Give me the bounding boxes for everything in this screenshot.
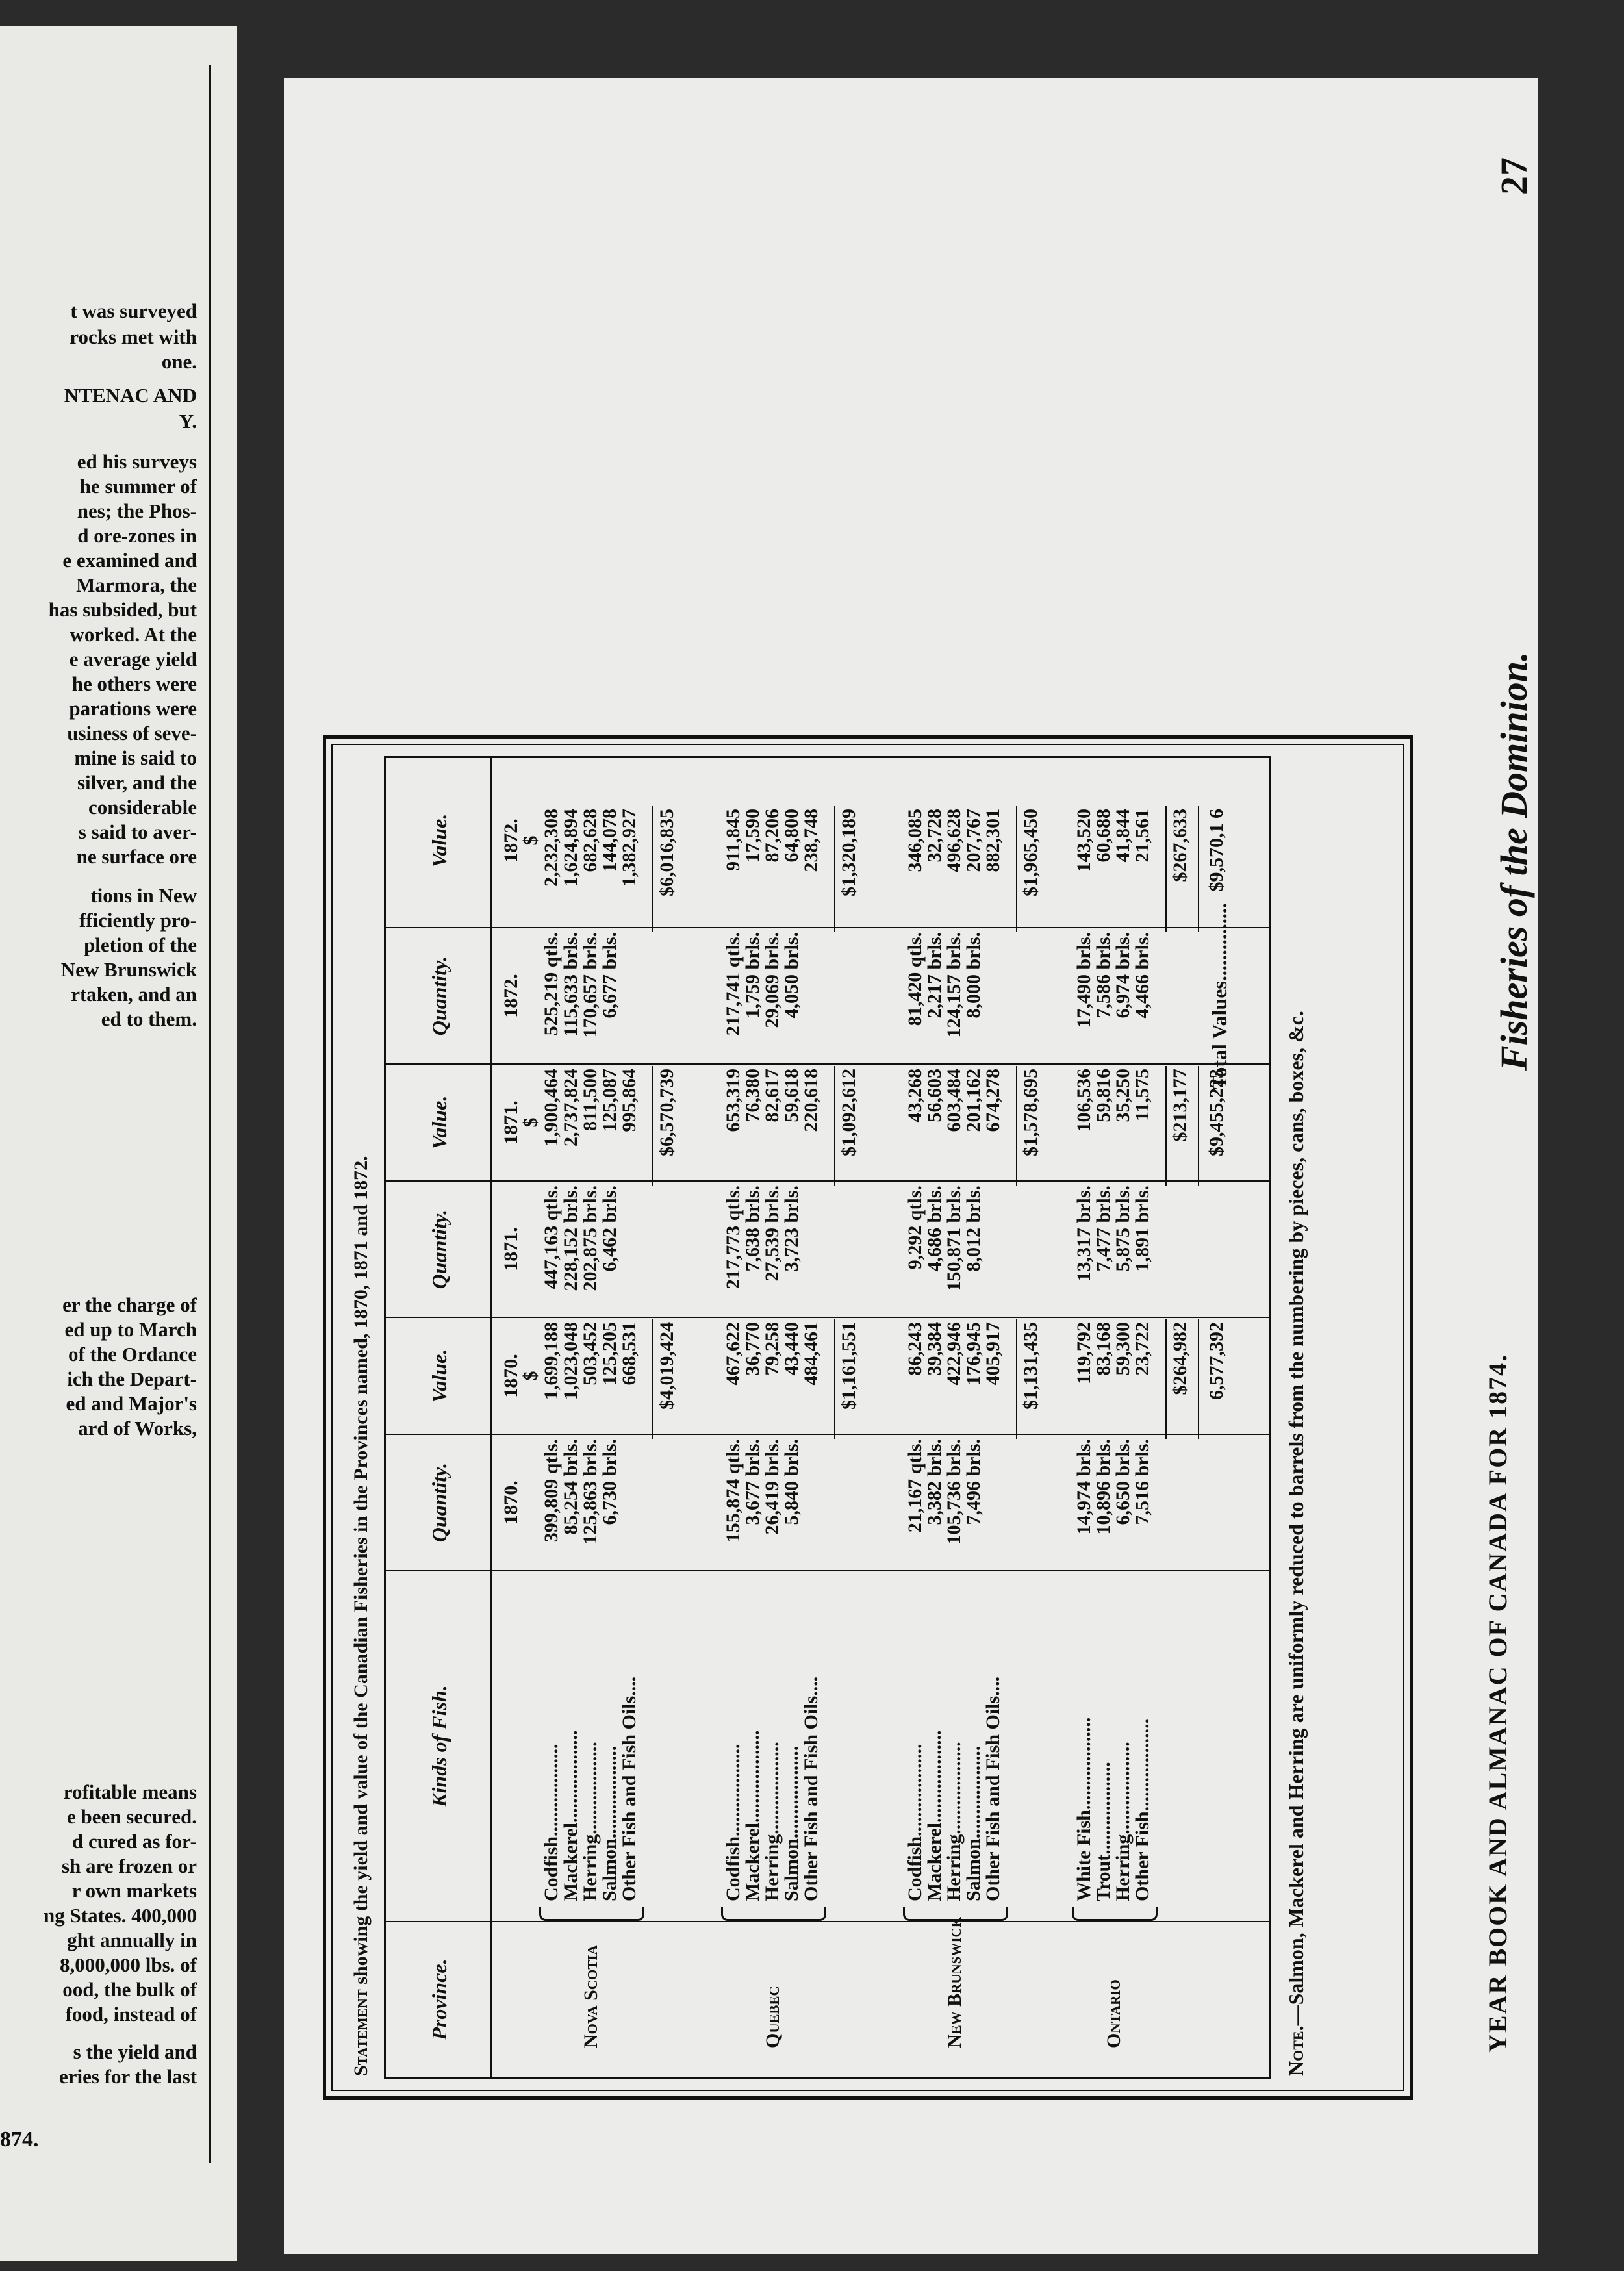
cell-v1870: 467,622 <box>722 1322 744 1386</box>
subtotal-1871: $6,570,739 <box>656 1069 678 1156</box>
cell-q1872 <box>620 932 639 1062</box>
quantity-1872-header: Quantity. <box>427 956 451 1036</box>
year-1870-quantity: 1870. <box>500 1480 522 1525</box>
column-values-q1872 <box>1074 932 1152 1062</box>
value-1872-header: Value. <box>427 813 451 868</box>
cell-q1871: 6,462 brls. <box>599 1186 620 1272</box>
subtotal-rule <box>834 1066 835 1186</box>
column-values-v1871 <box>542 1069 639 1179</box>
quantity-1871-header: Quantity. <box>427 1209 451 1289</box>
facing-page-line: rocks met with <box>70 325 197 348</box>
subtotal-rule <box>1165 1066 1167 1186</box>
province-name: New Brunswick <box>944 1916 965 2048</box>
cell-v1871: 1,900,464 <box>540 1069 562 1147</box>
cell-q1871: 150,871 brls. <box>943 1186 965 1291</box>
cell-v1871: 82,617 <box>761 1069 783 1123</box>
subtotal-rule <box>652 1066 653 1186</box>
cell-v1872: 911,845 <box>722 809 744 871</box>
cell-v1870: 176,945 <box>963 1322 984 1386</box>
province-column <box>386 1921 1269 2077</box>
table-note <box>1284 1011 1308 2076</box>
cell-q1872 <box>802 932 821 1062</box>
page-heading: Fisheries of the Dominion. <box>1493 652 1535 1071</box>
column-values-q1870 <box>906 1439 1003 1569</box>
grand-total-1872: $9,570,1 6 <box>1206 809 1227 892</box>
cell-q1870 <box>802 1439 821 1569</box>
cell-v1871: 35,250 <box>1112 1069 1134 1123</box>
cell-q1872: 8,000 brls. <box>963 932 984 1019</box>
facing-page-line: r own markets <box>71 1879 197 1902</box>
facing-page-line: 8,000,000 lbs. of <box>60 1953 197 1976</box>
facing-page-line: sh are frozen or <box>61 1855 197 1877</box>
subtotal-1871: $213,177 <box>1169 1069 1191 1142</box>
facing-page-line: e examined and <box>62 549 197 572</box>
facing-page-line: ed to them. <box>101 1008 197 1030</box>
facing-page-line: ed up to March <box>64 1318 197 1341</box>
facing-page-line: ne surface ore <box>76 845 197 868</box>
cell-v1871: 653,319 <box>722 1069 744 1132</box>
fish-kind-list <box>542 1577 639 1901</box>
cell-q1872: 4,050 brls. <box>781 932 802 1019</box>
cell-q1872: 124,157 brls. <box>943 932 965 1038</box>
cell-v1872: 143,520 <box>1073 809 1095 872</box>
column-values-q1871 <box>542 1186 639 1315</box>
subtotal-rule <box>652 806 653 932</box>
cell-v1871: 674,278 <box>982 1069 1004 1132</box>
cell-v1871: 11,575 <box>1132 1069 1153 1121</box>
facing-page-line: mine is said to <box>74 746 197 769</box>
fish-kind: Salmon................... <box>963 1745 984 1901</box>
year-1871-value: 1871. <box>500 1100 522 1145</box>
facing-page-line: s said to aver- <box>78 820 197 843</box>
grand-total-rule <box>1198 806 1199 932</box>
note-text: —Salmon, Mackerel and Herring are uniformly reduced to barrels from the numbering by pieces, cans, boxes, &c. <box>1284 1011 1308 2026</box>
statement-frame <box>323 735 1413 2100</box>
fish-kind: Herring................... <box>943 1742 965 1901</box>
cell-v1872: 64,800 <box>781 809 802 863</box>
column-values-v1872 <box>1074 809 1152 926</box>
fish-kind: Other Fish................... <box>1132 1718 1153 1901</box>
cell-q1870: 105,736 brls. <box>943 1439 965 1545</box>
subtotal-rule <box>1016 806 1017 932</box>
total-values-label: Total Values............... <box>1208 903 1231 1089</box>
cell-v1871: 220,618 <box>800 1069 822 1132</box>
fish-kind-list <box>724 1577 821 1901</box>
cell-q1872: 17,490 brls. <box>1073 932 1095 1028</box>
year-1872-value: 1872. <box>500 818 522 863</box>
facing-page-line: ood, the bulk of <box>62 1978 197 2001</box>
facing-page-line: Marmora, the <box>76 574 197 596</box>
subtotal-1870: $4,019,424 <box>656 1322 678 1410</box>
column-values-q1871 <box>906 1186 1003 1315</box>
fish-kind-list <box>1074 1577 1152 1901</box>
subtotal-1872: $1,320,189 <box>838 809 859 896</box>
facing-page-line: he others were <box>71 672 197 695</box>
value-1871-header: Value. <box>427 1095 451 1150</box>
cell-q1872: 170,657 brls. <box>579 932 601 1038</box>
facing-page-line: ght annually in <box>67 1929 197 1951</box>
facing-page-line: ed and Major's <box>66 1392 197 1415</box>
facing-page-line: e average yield <box>69 648 197 670</box>
cell-v1871: 43,268 <box>904 1069 926 1123</box>
cell-q1872: 6,677 brls. <box>599 932 620 1019</box>
facing-page-line: NTENAC AND <box>64 384 197 407</box>
column-values-v1872 <box>724 809 821 926</box>
column-values-v1872 <box>542 809 639 926</box>
facing-page-line: ng States. 400,000 <box>44 1904 197 1927</box>
cell-q1871: 202,875 brls. <box>579 1186 601 1291</box>
facing-page-line: ard of Works, <box>78 1417 197 1440</box>
column-values-v1872 <box>906 809 1003 926</box>
fish-kind: Other Fish and Fish Oils.... <box>982 1676 1004 1901</box>
subtotal-1870: $1,161,551 <box>838 1322 859 1410</box>
cell-q1871: 13,317 brls. <box>1073 1186 1095 1282</box>
cell-q1870: 3,677 brls. <box>742 1439 763 1525</box>
cell-q1870 <box>983 1439 1003 1569</box>
facing-page-line: has subsided, but <box>48 598 197 621</box>
cell-q1871: 1,891 brls. <box>1132 1186 1153 1272</box>
facing-page-line: silver, and the <box>77 771 197 794</box>
column-values-q1870 <box>1074 1439 1152 1569</box>
cell-v1871: 106,536 <box>1073 1069 1095 1132</box>
cell-q1871: 8,012 brls. <box>963 1186 984 1272</box>
cell-q1872: 6,974 brls. <box>1112 932 1134 1019</box>
province-name: Quebec <box>762 1986 783 2048</box>
cell-v1870: 43,440 <box>781 1322 802 1376</box>
cell-q1870: 85,254 brls. <box>560 1439 581 1535</box>
caption-lead: Statement <box>350 1989 372 2076</box>
facing-page-line: considerable <box>88 796 197 818</box>
subtotal-1872: $6,016,835 <box>656 809 678 896</box>
cell-v1872: 2,232,308 <box>540 809 562 887</box>
column-values-v1871 <box>1074 1069 1152 1179</box>
cell-q1870: 5,840 brls. <box>781 1439 802 1525</box>
cell-v1871: 603,484 <box>943 1069 965 1132</box>
cell-q1871 <box>983 1186 1003 1315</box>
facing-page-line: Y. <box>179 410 197 433</box>
facing-page-line: ed his surveys <box>77 450 197 473</box>
subtotal-rule <box>1165 806 1167 932</box>
facing-page-line: one. <box>161 350 197 373</box>
facing-page-line: e been secured. <box>66 1805 197 1828</box>
cell-q1872: 81,420 qtls. <box>904 932 926 1026</box>
fish-kind: Codfish................... <box>904 1744 926 1901</box>
cell-v1872: 882,301 <box>982 809 1004 872</box>
grand-total-rule <box>1198 1066 1199 1186</box>
cell-v1872: 32,728 <box>924 809 945 863</box>
province-brace <box>721 1907 826 1921</box>
cell-v1870: 23,722 <box>1132 1322 1153 1376</box>
province-name: Nova Scotia <box>580 1945 602 2048</box>
cell-q1871: 9,292 qtls. <box>904 1186 926 1270</box>
cell-q1872: 7,586 brls. <box>1093 932 1114 1019</box>
fish-kind: Herring................... <box>579 1742 601 1901</box>
facing-page-footer: 874. <box>0 2127 39 2151</box>
year-1872-quantity: 1872. <box>500 974 522 1018</box>
cell-q1871 <box>802 1186 821 1315</box>
cell-v1870: 1,023,048 <box>560 1322 581 1400</box>
fish-kind: Other Fish and Fish Oils.... <box>800 1676 822 1901</box>
facing-page-line: rofitable means <box>63 1781 197 1803</box>
cell-q1871: 7,477 brls. <box>1093 1186 1114 1272</box>
dollar-sign-1872: $ <box>520 835 541 846</box>
cell-v1871: 2,737,824 <box>560 1069 581 1147</box>
subtotal-rule <box>1016 1066 1017 1186</box>
fish-kind: Herring................... <box>761 1742 783 1901</box>
column-values-q1870 <box>724 1439 821 1569</box>
cell-v1870: 36,770 <box>742 1322 763 1376</box>
column-values-v1870 <box>906 1322 1003 1432</box>
cell-v1870: 119,792 <box>1073 1322 1095 1384</box>
cell-q1870: 7,496 brls. <box>963 1439 984 1525</box>
cell-q1871: 4,686 brls. <box>924 1186 945 1272</box>
column-values-q1872 <box>542 932 639 1062</box>
cell-q1870: 125,863 brls. <box>579 1439 601 1545</box>
column-values-v1870 <box>724 1322 821 1432</box>
facing-page-line: fficiently pro- <box>79 909 197 932</box>
subtotal-1870: $1,131,435 <box>1020 1322 1041 1410</box>
subtotal-1871: $1,578,695 <box>1020 1069 1041 1156</box>
cell-q1870: 26,419 brls. <box>761 1439 783 1535</box>
facing-page-line: worked. At the <box>70 623 197 646</box>
column-values-v1870 <box>1074 1322 1152 1432</box>
cell-q1870: 3,382 brls. <box>924 1439 945 1525</box>
facing-page-rule <box>209 65 211 2163</box>
cell-q1872: 29,069 brls. <box>761 932 783 1028</box>
fish-kind: Mackerel................... <box>742 1730 763 1901</box>
cell-q1870: 6,650 brls. <box>1112 1439 1134 1525</box>
column-values-q1870 <box>542 1439 639 1569</box>
cell-v1871: 995,864 <box>618 1069 640 1132</box>
cell-q1872: 2,217 brls. <box>924 932 945 1019</box>
cell-v1872: 207,767 <box>963 809 984 872</box>
facing-page-line: tions in New <box>90 884 197 907</box>
running-footer <box>1482 78 1538 2248</box>
cell-v1872: 144,078 <box>599 809 620 872</box>
cell-v1871: 76,380 <box>742 1069 763 1123</box>
facing-page-line: eries for the last <box>58 2065 197 2088</box>
cell-v1870: 503,452 <box>579 1322 601 1386</box>
cell-q1871: 27,539 brls. <box>761 1186 783 1282</box>
cell-v1872: 1,624,894 <box>560 809 581 887</box>
fish-kind: Salmon................... <box>599 1745 620 1901</box>
fish-kind: Herring................... <box>1112 1742 1134 1901</box>
cell-q1870: 21,167 qtls. <box>904 1439 926 1533</box>
cell-v1871: 811,500 <box>579 1069 601 1131</box>
cell-q1872 <box>983 932 1003 1062</box>
cell-v1871: 56,603 <box>924 1069 945 1123</box>
facing-page-line: ich the Depart- <box>67 1367 197 1390</box>
cell-v1872: 17,590 <box>742 809 763 863</box>
fish-kind: Mackerel................... <box>924 1730 945 1901</box>
subtotal-1872: $267,633 <box>1169 809 1191 882</box>
fish-kind: Trout................... <box>1093 1762 1114 1901</box>
facing-page-line: pletion of the <box>84 933 197 956</box>
note-lead: Note. <box>1284 2025 1308 2076</box>
cell-q1871: 228,152 brls. <box>560 1186 581 1291</box>
column-values-q1871 <box>724 1186 821 1315</box>
cell-q1871: 447,163 qtls. <box>540 1186 562 1289</box>
year-1870-value: 1870. <box>500 1354 522 1398</box>
facing-page-line: rtaken, and an <box>71 983 197 1006</box>
cell-v1871: 125,087 <box>599 1069 620 1132</box>
cell-q1872: 4,466 brls. <box>1132 932 1153 1019</box>
column-values-v1871 <box>906 1069 1003 1179</box>
facing-page-line: usiness of seve- <box>67 722 197 744</box>
province-brace <box>539 1907 644 1921</box>
cell-v1872: 346,085 <box>904 809 926 872</box>
cell-q1871 <box>620 1186 639 1315</box>
subtotal-rule <box>1165 1319 1167 1439</box>
grand-total-1870: 6,577,392 <box>1206 1322 1227 1400</box>
cell-v1872: 41,844 <box>1112 809 1134 863</box>
page <box>284 78 1538 2254</box>
caption-text: showing the yield and value of the Canadian Fisheries in the Provinces named, 1870, 1871 and 1872. <box>350 1156 372 1985</box>
cell-v1872: 60,688 <box>1093 809 1114 863</box>
fish-kind: Codfish................... <box>540 1744 562 1901</box>
grand-total-1871: $9,455,223 <box>1206 1069 1227 1156</box>
quantity-1870-header: Quantity. <box>427 1462 451 1543</box>
fish-kind: Mackerel................... <box>560 1730 581 1901</box>
column-values-q1872 <box>724 932 821 1062</box>
cell-q1870: 7,516 brls. <box>1132 1439 1153 1525</box>
fish-kind: White Fish................... <box>1073 1717 1095 1901</box>
subtotal-rule <box>652 1319 653 1439</box>
fish-kind-list <box>906 1577 1003 1901</box>
cell-v1872: 682,628 <box>579 809 601 872</box>
facing-page-line: d cured as for- <box>71 1830 197 1853</box>
cell-v1870: 39,384 <box>924 1322 945 1376</box>
cell-q1871: 7,638 brls. <box>742 1186 763 1272</box>
province-brace <box>1072 1907 1158 1921</box>
cell-q1870 <box>620 1439 639 1569</box>
cell-v1871: 201,162 <box>963 1069 984 1132</box>
province-name: Ontario <box>1103 1979 1124 2048</box>
cell-v1872: 1,382,927 <box>618 809 640 887</box>
cell-v1870: 422,946 <box>943 1322 965 1386</box>
kinds-header: Kinds of Fish. <box>427 1685 451 1807</box>
fish-kind: Codfish................... <box>722 1744 744 1901</box>
subtotal-1872: $1,965,450 <box>1020 809 1041 896</box>
page-number: 27 <box>1493 157 1535 195</box>
facing-page-line: s the yield and <box>73 2040 197 2063</box>
cell-v1872: 496,628 <box>943 809 965 872</box>
subtotal-rule <box>834 806 835 932</box>
cell-v1871: 59,618 <box>781 1069 802 1123</box>
facing-page-line: of the Ordance <box>68 1343 197 1365</box>
running-footer-text: YEAR BOOK AND ALMANAC OF CANADA FOR 1874. <box>1483 1353 1512 2053</box>
dollar-sign-1870: $ <box>520 1371 541 1381</box>
grand-total-rule <box>1198 1319 1199 1439</box>
facing-page-line: he summer of <box>79 475 197 498</box>
cell-v1870: 83,168 <box>1093 1322 1114 1376</box>
column-values-v1871 <box>724 1069 821 1179</box>
facing-page-line: d ore-zones in <box>77 524 197 547</box>
facing-page-line: parations were <box>69 697 197 720</box>
cell-q1872: 525,219 qtls. <box>540 932 562 1036</box>
cell-v1870: 86,243 <box>904 1322 926 1376</box>
cell-q1871: 5,875 brls. <box>1112 1186 1134 1272</box>
cell-q1870: 155,874 qtls. <box>722 1439 744 1543</box>
subtotal-1871: $1,092,612 <box>838 1069 859 1156</box>
subtotal-1870: $264,982 <box>1169 1322 1191 1395</box>
cell-v1870: 79,258 <box>761 1322 783 1376</box>
cell-q1870: 14,974 brls. <box>1073 1439 1095 1535</box>
cell-q1872: 115,633 brls. <box>560 932 581 1037</box>
cell-q1872: 217,741 qtls. <box>722 932 744 1036</box>
cell-v1872: 238,748 <box>800 809 822 872</box>
facing-page-line: New Brunswick <box>60 958 197 981</box>
cell-v1870: 1,699,188 <box>540 1322 562 1400</box>
column-values-v1870 <box>542 1322 639 1432</box>
cell-q1872: 1,759 brls. <box>742 932 763 1019</box>
fish-kind: Salmon................... <box>781 1745 802 1901</box>
cell-v1870: 484,461 <box>800 1322 822 1386</box>
cell-v1870: 125,205 <box>599 1322 620 1386</box>
column-values-q1871 <box>1074 1186 1152 1315</box>
cell-q1870: 399,809 qtls. <box>540 1439 562 1543</box>
year-1871-quantity: 1871. <box>500 1227 522 1271</box>
column-values-q1872 <box>906 932 1003 1062</box>
cell-q1870: 10,896 brls. <box>1093 1439 1114 1535</box>
fisheries-table <box>384 756 1271 2079</box>
value-1870-header: Value. <box>427 1349 451 1403</box>
cell-v1870: 405,917 <box>982 1322 1004 1386</box>
cell-v1870: 59,300 <box>1112 1322 1134 1376</box>
facing-page-line: t was surveyed <box>70 299 197 322</box>
subtotal-rule <box>1016 1319 1017 1439</box>
facing-page-line: er the charge of <box>62 1293 197 1316</box>
facing-page-fragment <box>0 26 237 2261</box>
cell-v1872: 21,561 <box>1132 809 1153 863</box>
statement-caption <box>350 1156 372 2076</box>
cell-v1870: 668,531 <box>618 1322 640 1386</box>
cell-q1871: 217,773 qtls. <box>722 1186 744 1289</box>
cell-q1871: 3,723 brls. <box>781 1186 802 1272</box>
cell-v1871: 59,816 <box>1093 1069 1114 1123</box>
subtotal-rule <box>834 1319 835 1439</box>
dollar-sign-1871: $ <box>520 1117 541 1128</box>
province-header: Province. <box>427 1959 451 2040</box>
facing-page-line: food, instead of <box>65 2003 197 2025</box>
facing-page-line: nes; the Phos- <box>77 500 197 522</box>
cell-v1872: 87,206 <box>761 809 783 863</box>
cell-q1870: 6,730 brls. <box>599 1439 620 1525</box>
fish-kind: Other Fish and Fish Oils.... <box>618 1676 640 1901</box>
